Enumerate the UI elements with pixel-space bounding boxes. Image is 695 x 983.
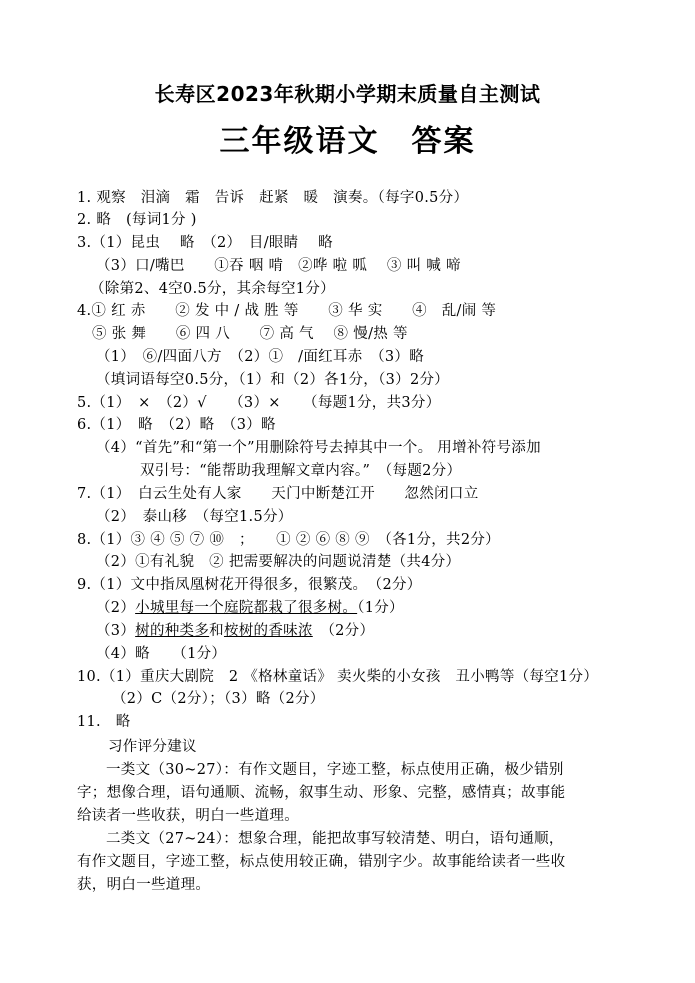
answer-line-8: 8.（1）③ ④ ⑤ ⑦ ⑩ ； ① ② ⑥ ⑧ ⑨ （各1分，共2分） — [77, 532, 500, 548]
answer-9-2-score: （1分） — [357, 600, 404, 616]
answer-line-9-4: （4）略 （1分） — [96, 646, 227, 662]
answer-line-4-note: （填词语每空0.5分，（1）和（2）各1分，（3）2分） — [96, 372, 450, 388]
essay-para2-line1: 二类文（27~24）：想象合理，能把故事写较清楚、明白，语句通顺， — [106, 831, 564, 847]
underlined-phrase-1: 树的种类多 — [135, 623, 210, 639]
underlined-sentence: 小城里每一个庭院都栽了很多树。 — [135, 600, 358, 616]
answer-line-4b: ⑤ 张 舞 ⑥ 四 八 ⑦ 高 气 ⑧ 慢/热 等 — [92, 326, 408, 342]
answer-line-9: 9.（1）文中指凤凰树花开得很多，很繁茂。 （2分） — [77, 577, 422, 593]
essay-para2-line2: 有作文题目，字迹工整，标点使用较正确，错别字少。故事能给读者一些收 — [77, 854, 566, 870]
answer-line-10: 10.（1）重庆大剧院 2 《格林童话》 卖火柴的小女孩 丑小鸭等（每空1分） — [77, 669, 599, 685]
answer-line-3-note: （除第2、4空0.5分，其余每空1分） — [90, 281, 335, 297]
answer-9-3-and: 和 — [209, 623, 224, 639]
answer-line-6-4b: 双引号：“能帮助我理解文章内容。” （每题2分） — [140, 463, 462, 479]
answer-line-8-2: （2）①有礼貌 ② 把需要解决的问题说清楚（共4分） — [96, 554, 461, 570]
answer-line-2: 2. 略 (每词1分 ) — [77, 212, 197, 228]
answer-line-7: 7.（1） 白云生处有人家 天门中断楚江开 忽然闭口立 — [77, 486, 479, 502]
answer-9-2-label: （2） — [96, 600, 136, 616]
answer-line-3-3: （3）口/嘴巴 ①吞 咽 啃 ②哗 啦 呱 ③ 叫 喊 啼 — [96, 258, 461, 274]
answer-9-3-score: （2分） — [312, 623, 375, 639]
answer-line-7-2: （2） 泰山移 （每空1.5分） — [96, 509, 293, 525]
answer-line-1: 1. 观察 泪滴 霜 告诉 赶紧 暖 演奏。（每字0.5分） — [77, 190, 469, 206]
answer-9-3-label: （3） — [96, 623, 136, 639]
answer-line-6-4: （4）“首先”和“第一个”用删除符号去掉其中一个。 用增补符号添加 — [96, 440, 541, 456]
underlined-phrase-2: 桉树的香味浓 — [223, 623, 313, 639]
essay-para2-line3: 获，明白一些道理。 — [77, 877, 211, 893]
answer-line-5: 5.（1） × （2）√ （3）× （每题1分，共3分） — [77, 395, 441, 411]
answer-line-4: 4.① 红 赤 ② 发 中 / 战 胜 等 ③ 华 实 ④ 乱/闹 等 — [77, 303, 497, 319]
essay-heading: 习作评分建议 — [108, 739, 197, 755]
answer-line-9-3 — [96, 621, 374, 641]
page-title: 三年级语文 答案 — [219, 124, 476, 159]
essay-para1-line3: 给读者一些收获，明白一些道理。 — [77, 808, 299, 824]
exam-title: 长寿区2023年秋期小学期末质量自主测试 — [154, 82, 541, 106]
answer-line-6: 6.（1） 略 （2）略 （3）略 — [77, 417, 276, 433]
answer-line-3: 3.（1）昆虫 略 （2） 目/眼睛 略 — [77, 235, 333, 251]
essay-para1-line2: 字；想像合理，语句通顺、流畅，叙事生动、形象、完整，感情真；故事能 — [77, 785, 566, 801]
answer-line-11: 11. 略 — [77, 714, 131, 730]
answer-line-4c: （1） ⑥/四面八方 （2）① /面红耳赤 （3）略 — [96, 349, 424, 365]
answer-line-9-2 — [96, 598, 404, 618]
answer-line-10-2: （2）C（2分）；（3）略（2分） — [112, 691, 325, 707]
essay-para1-line1: 一类文（30~27）：有作文题目，字迹工整，标点使用正确，极少错别 — [106, 762, 564, 778]
